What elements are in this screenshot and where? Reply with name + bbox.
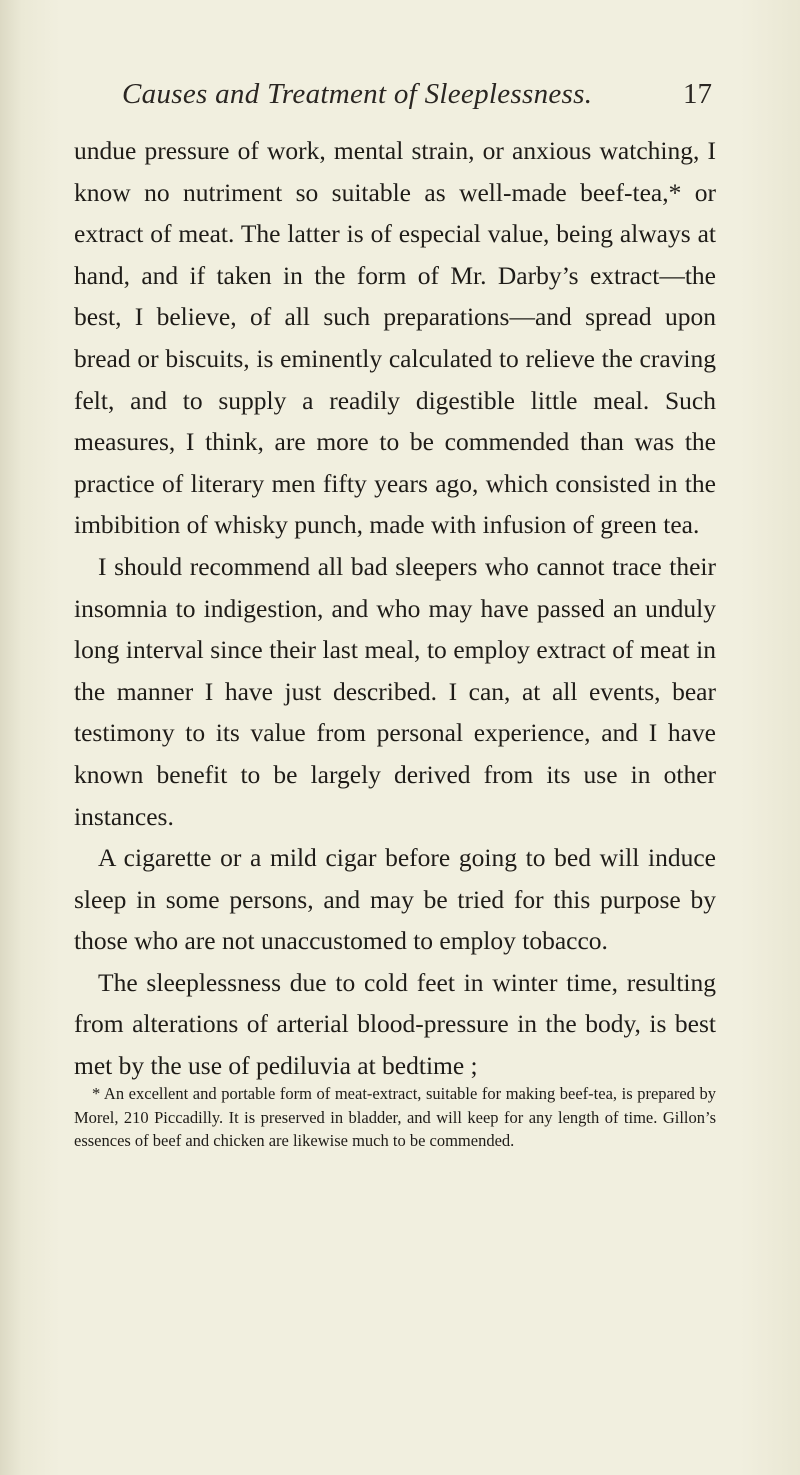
paragraph-extract-of-meat: I should recommend all bad sleepers who cannot trace their insomnia to indigestion, and who may have passed an unduly long interval since their last meal, to employ extract of meat in the manner I have just described. I can, at all events, bear testimony to its value from personal experience, and I have known benefit to be largely derived from its use in other instances. xyxy=(74,551,716,831)
body-text xyxy=(74,130,716,1087)
page-number: 17 xyxy=(683,78,712,110)
running-title: Causes and Treatment of Sleeplessness. xyxy=(122,78,593,110)
paragraph-cold-feet: The sleeplessness due to cold feet in winter time, resulting from alterations of arterial blood-pressure in the body, is best met by the use of pediluvia at bedtime ; xyxy=(74,967,716,1081)
paragraph-cigarette: A cigarette or a mild cigar before going to bed will induce sleep in some persons, and may be tried for this purpose by those who are not unaccustomed to employ tobacco. xyxy=(74,843,716,956)
page-header xyxy=(122,78,712,116)
paragraph-continuation: undue pressure of work, mental strain, or anxious watching, I know no nutriment so suitable as well-made beef-tea,* or extract of meat. The latter is of especial value, being always at hand, and if taken in the form of Mr. Darby’s extract—the best, I believe, of all such preparations—and spread upon bread or biscuits, is eminently calculated to relieve the craving felt, and to supply a readily digestible little meal. Such measures, I think, are more to be commended than was the practice of literary men fifty years ago, which consisted in the imbibition of whisky punch, made with infusion of green tea. xyxy=(74,136,716,540)
footnote: * An excellent and portable form of meat-extract, suitable for making beef-tea, is prepared by Morel, 210 Piccadilly. It is preserved in bladder, and will keep for any length of time. Gillon’s essences of beef and chicken are likewise much to be commended. xyxy=(74,1084,716,1151)
